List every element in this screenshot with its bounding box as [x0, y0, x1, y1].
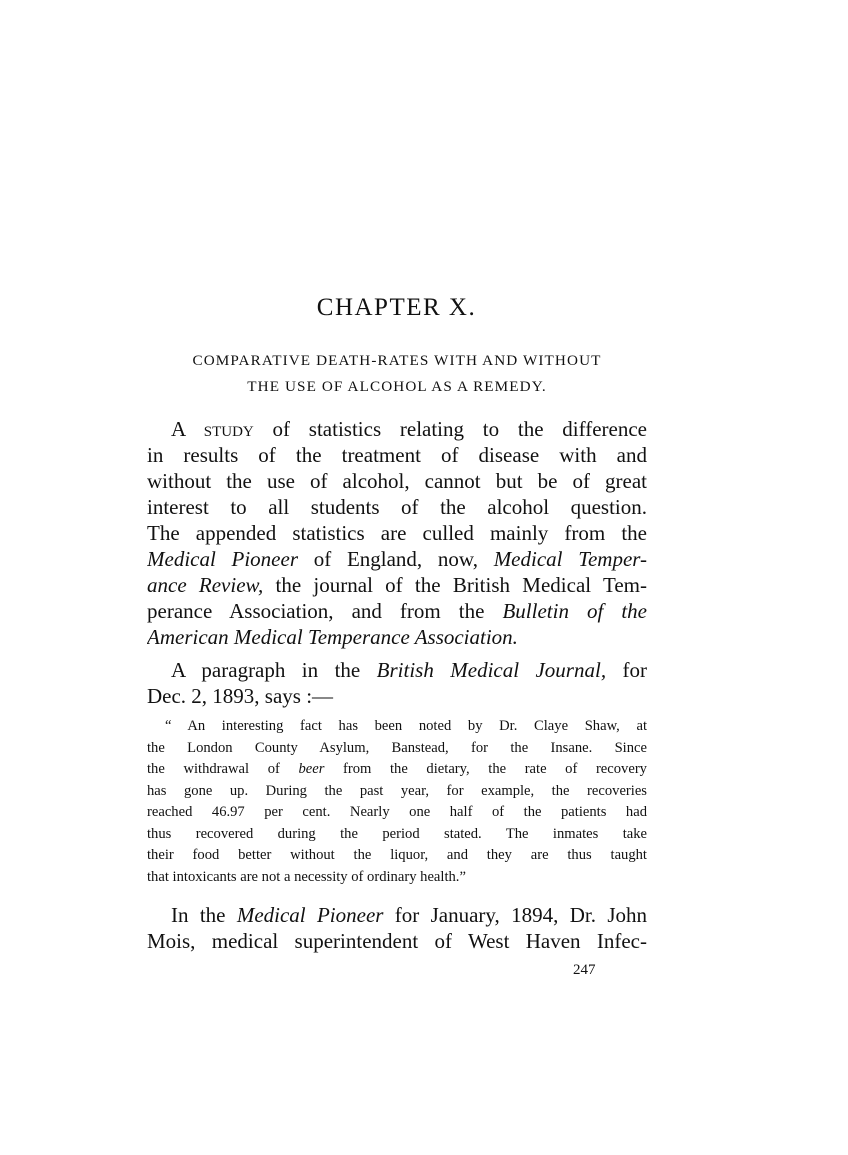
- paragraph-line: [147, 902, 647, 928]
- small-caps-text: study: [203, 417, 254, 441]
- text-run: perance Association, and from the: [147, 599, 503, 623]
- paragraph-line: [147, 416, 647, 442]
- italic-title: British Medical Journal,: [376, 658, 607, 682]
- italic-title: Medical Temper-: [493, 547, 647, 571]
- subtitle-line-2: THE USE OF ALCOHOL AS A REMEDY.: [247, 378, 547, 395]
- chapter-subtitle: [147, 348, 647, 400]
- italic-title: Medical Pioneer: [147, 547, 299, 571]
- paragraph-line: Dec. 2, 1893, says :—: [147, 684, 334, 708]
- paragraph-line: without the use of alcohol, cannot but be of great: [147, 469, 647, 493]
- paragraph-line: The appended statistics are culled mainly from the: [147, 521, 647, 545]
- paragraph-line: [147, 572, 647, 598]
- paragraph-intro: [147, 416, 647, 650]
- paragraph-line: Mois, medical superintendent of West Haven Infec-: [147, 929, 647, 953]
- block-quote: [147, 716, 647, 888]
- paragraph-journal: [147, 657, 647, 709]
- subtitle-line-1: COMPARATIVE DEATH-RATES WITH AND WITHOUT: [192, 352, 602, 369]
- italic-title: Medical Pioneer: [236, 903, 384, 927]
- paragraph-line: [147, 624, 647, 650]
- text-run: of statistics relating to the difference: [253, 417, 647, 441]
- page-number: 247: [573, 962, 596, 978]
- italic-title: ance Review,: [147, 573, 264, 597]
- text-run: In the: [171, 903, 237, 927]
- paragraph-line: [147, 598, 647, 624]
- text-run: A: [171, 417, 204, 441]
- italic-title: Bulletin of the: [502, 599, 647, 623]
- paragraph-line: interest to all students of the alcohol question.: [147, 495, 647, 519]
- quote-line: the London County Asylum, Banstead, for the Insane. Since: [147, 739, 647, 756]
- quote-line: “ An interesting fact has been noted by Dr. Claye Shaw, at: [165, 718, 647, 734]
- paragraph-line: in results of the treatment of disease with and: [147, 443, 647, 467]
- text-run: the withdrawal of: [147, 761, 299, 777]
- text-run: of England, now,: [298, 547, 494, 571]
- paragraph-pioneer: [147, 902, 647, 954]
- text-run: the journal of the British Medical Tem-: [263, 573, 647, 597]
- quote-line: thus recovered during the period stated. The inmates take: [147, 825, 647, 842]
- quote-line: that intoxicants are not a necessity of ordinary health.”: [147, 868, 466, 885]
- text-run: for: [606, 658, 647, 682]
- text-run: from the dietary, the rate of recovery: [324, 761, 647, 777]
- quote-line: their food better without the liquor, and they are thus taught: [147, 847, 647, 863]
- text-run: A paragraph in the: [171, 658, 377, 682]
- quote-line: reached 46.97 per cent. Nearly one half of the patients had: [147, 804, 647, 820]
- text-run: for January, 1894, Dr. John: [383, 903, 647, 927]
- chapter-title: CHAPTER X.: [316, 294, 477, 321]
- italic-title: American Medical Temperance Association.: [147, 625, 518, 649]
- quote-line: has gone up. During the past year, for example, the recoveries: [147, 782, 647, 799]
- quote-line: [147, 759, 647, 781]
- paragraph-line: [147, 657, 647, 683]
- paragraph-line: [147, 546, 647, 572]
- italic-word: beer: [298, 761, 325, 777]
